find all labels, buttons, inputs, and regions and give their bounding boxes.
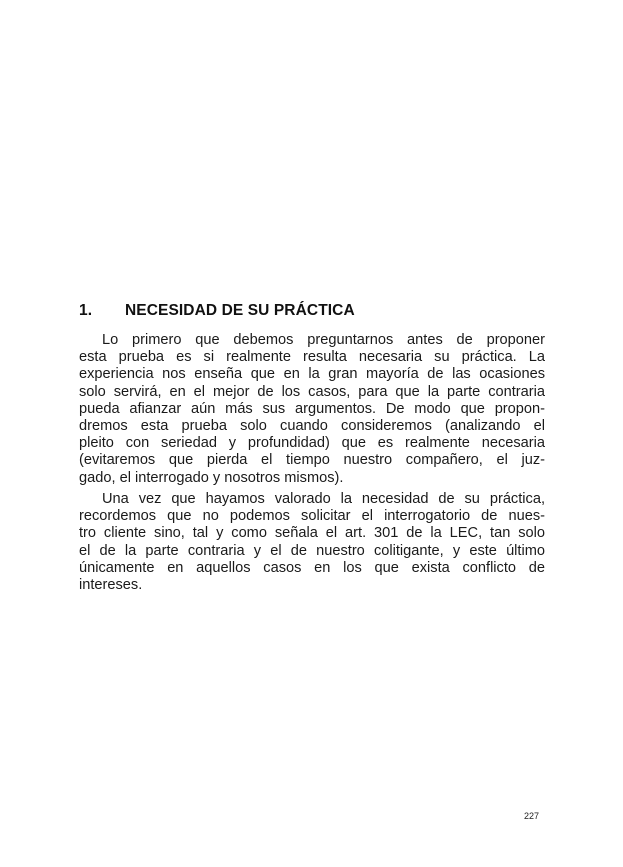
paragraph-2 — [79, 491, 545, 594]
paragraph-line: pueda afianzar aún más sus argumentos. De modo que propon- — [79, 400, 545, 417]
paragraph-line: intereses. — [79, 577, 143, 594]
paragraph-line: experiencia nos enseña que en la gran mayoría de las ocasiones — [79, 366, 545, 383]
section-title: NECESIDAD DE SU PRÁCTICA — [125, 302, 355, 319]
section-heading — [79, 302, 549, 320]
paragraph-line: gado, el interrogado y nosotros mismos). — [79, 469, 344, 486]
section-number: 1. — [79, 302, 93, 319]
paragraph-1 — [79, 332, 545, 487]
page-number: 227 — [524, 811, 540, 821]
paragraph-line: solo servirá, en el mejor de los casos, para que la parte contraria — [79, 383, 545, 400]
paragraph-line: el de la parte contraria y el de nuestro colitigante, y este último — [79, 542, 545, 559]
paragraph-line: Una vez que hayamos valorado la necesidad de su práctica, — [102, 491, 545, 507]
paragraph-line: pleito con seriedad y profundidad) que es realmente necesaria — [79, 435, 545, 452]
paragraph-line: recordemos que no podemos solicitar el interrogatorio de nues- — [79, 508, 545, 525]
paragraph-line: (evitaremos que pierda el tiempo nuestro compañero, el juz- — [79, 452, 545, 469]
paragraph-line: tro cliente sino, tal y como señala el art. 301 de la LEC, tan solo — [79, 525, 545, 542]
paragraph-line: dremos esta prueba solo cuando consideremos (analizando el — [79, 418, 545, 435]
paragraph-line: únicamente en aquellos casos en los que exista conflicto de — [79, 559, 545, 576]
paragraph-line: Lo primero que debemos preguntarnos antes de proponer — [102, 332, 545, 348]
paragraph-line: esta prueba es si realmente resulta necesaria su práctica. La — [79, 349, 545, 366]
